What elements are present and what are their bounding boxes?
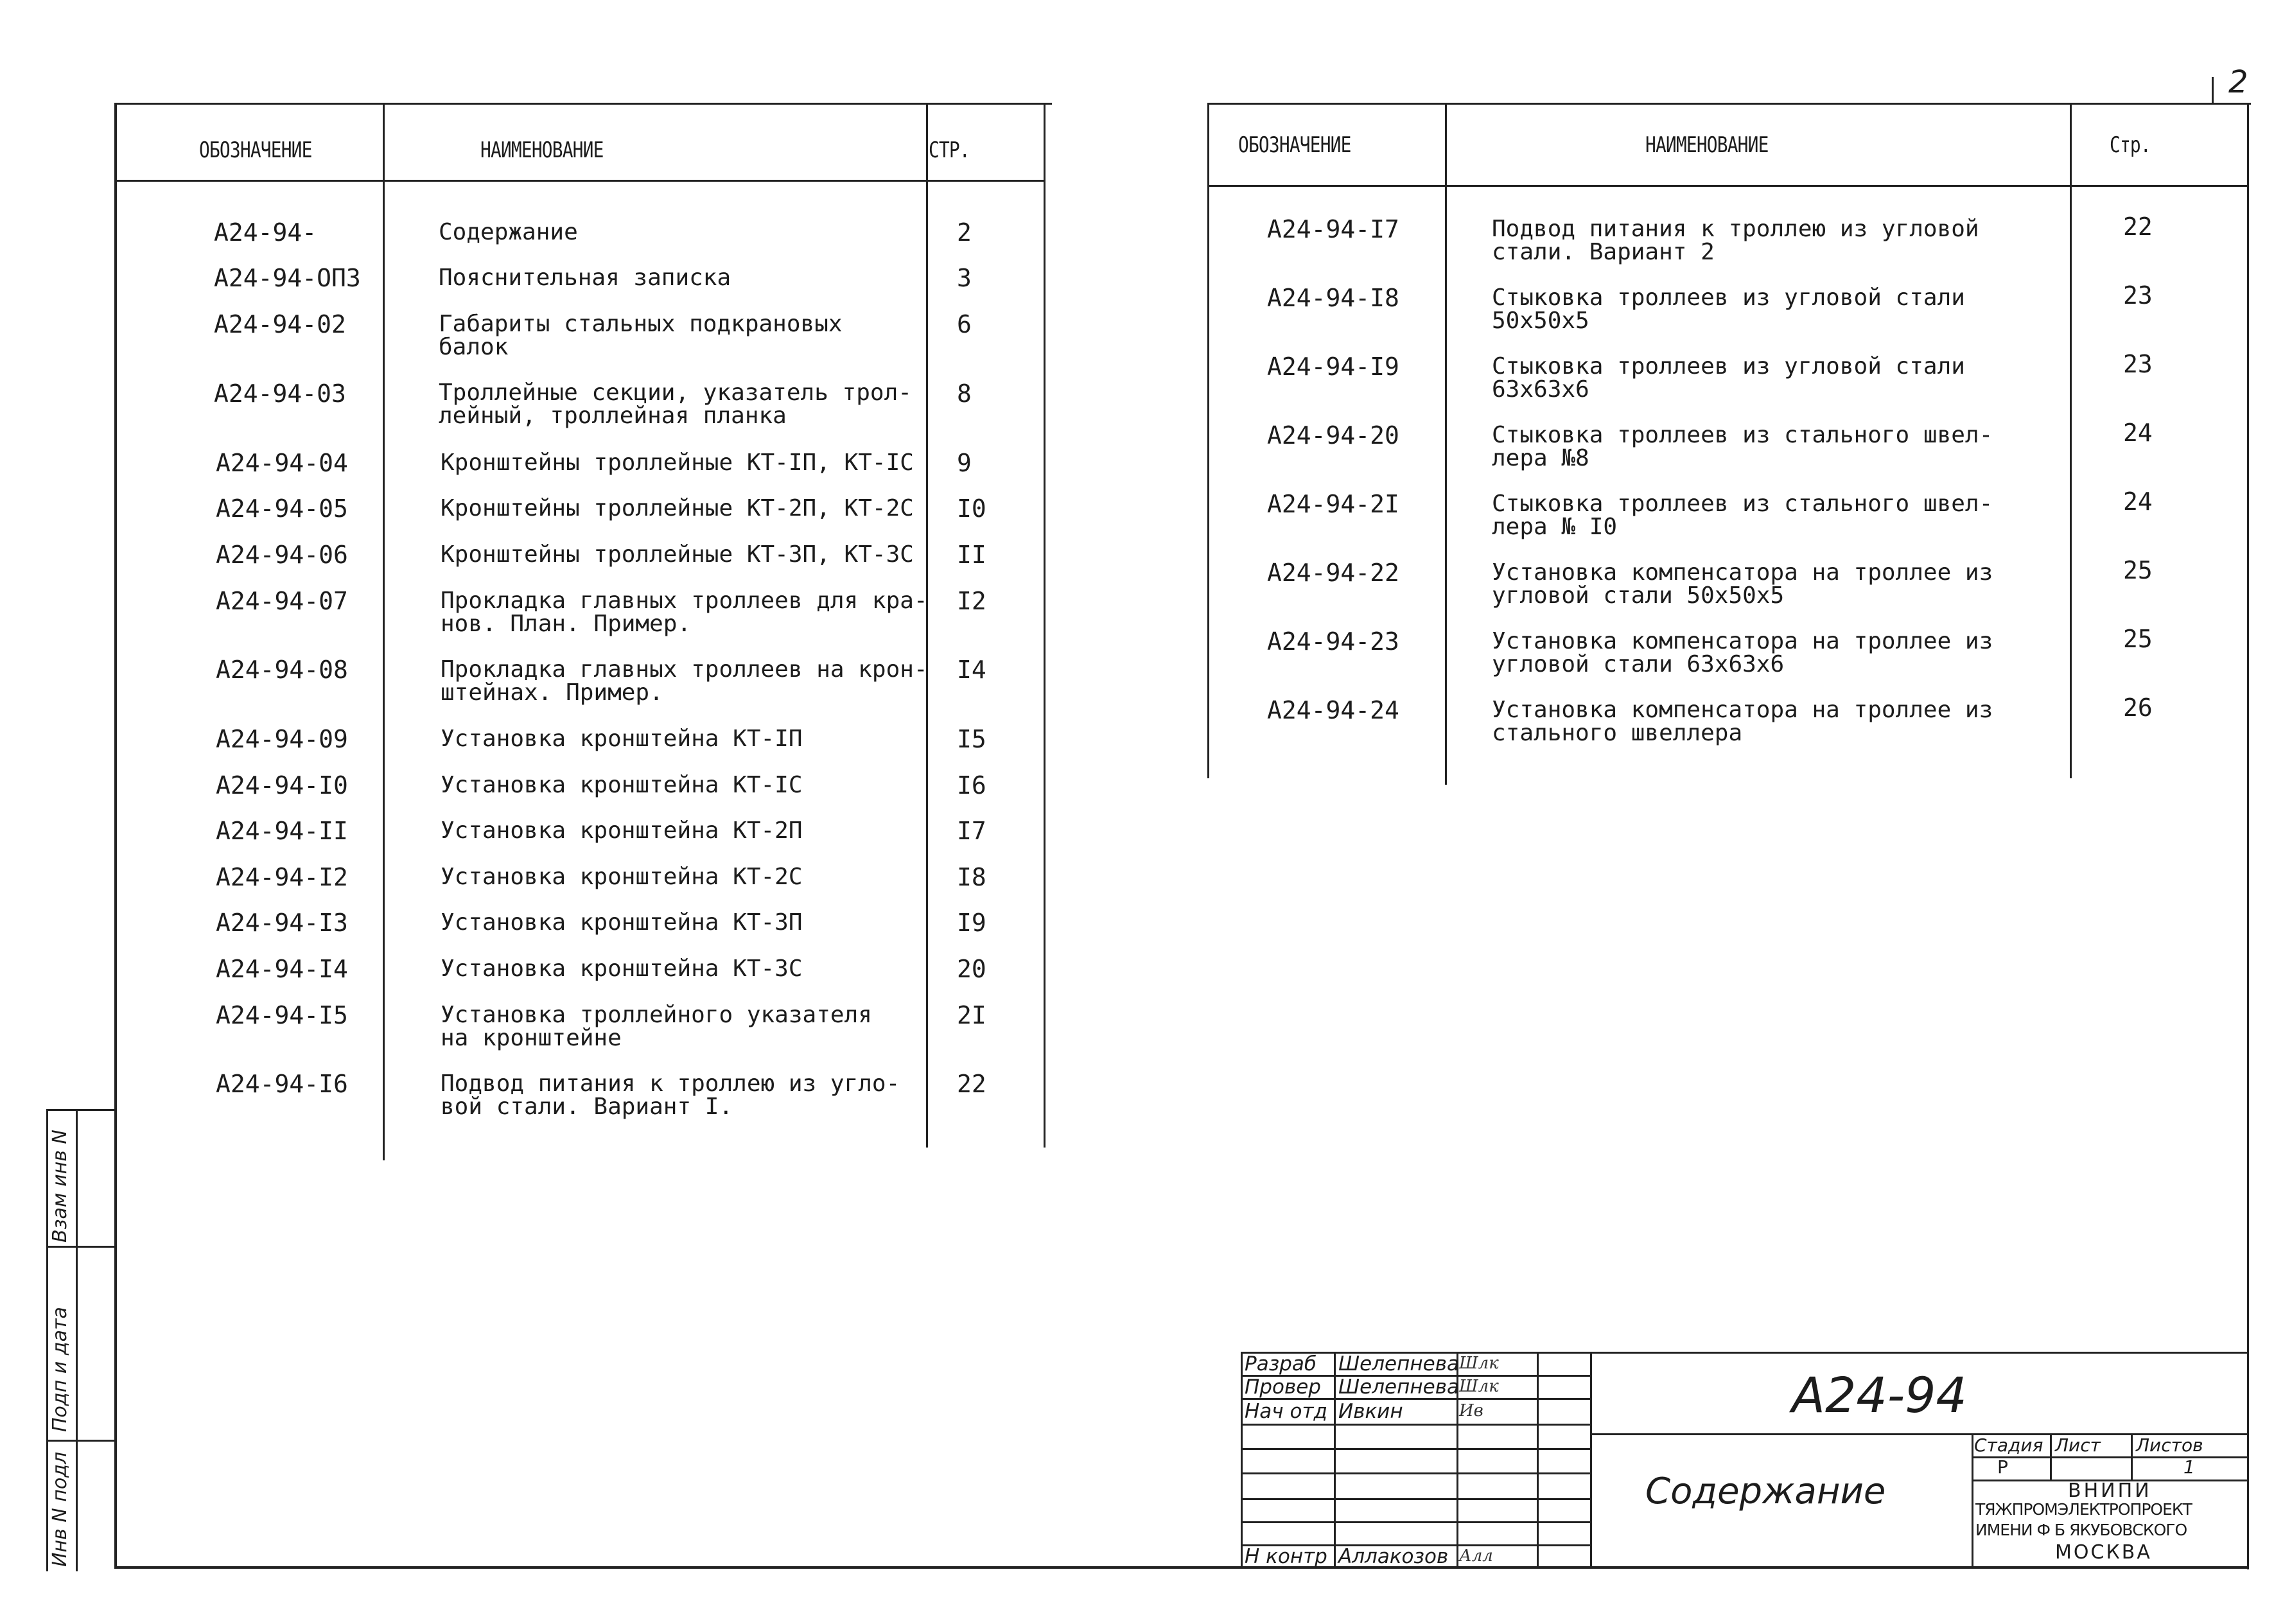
left-row-code: А24-94-08	[216, 656, 348, 684]
top-border-line-right	[1207, 103, 2251, 105]
left-row-page: I2	[957, 587, 986, 615]
tb-role-designer: Разраб	[1245, 1352, 1317, 1375]
right-row-page: 26	[2123, 694, 2153, 722]
left-row-page: 20	[957, 955, 986, 983]
right-row-page: 23	[2123, 350, 2153, 378]
left-row-page: 9	[957, 449, 972, 477]
right-row-page: 24	[2123, 419, 2153, 447]
tb-stage-label: Стадия	[1974, 1435, 2043, 1456]
left-row-code: А24-94-06	[216, 541, 348, 569]
right-row-name: Стыковка троллеев из стального швел- лера № I0	[1492, 491, 1993, 540]
right-row-name: Стыковка троллеев из стального швел- лера №8	[1492, 422, 1993, 471]
left-row-name: Установка кронштейна КТ-3С	[441, 956, 803, 982]
left-row-name: Кронштейны троллейные КТ-IП, КТ-IС	[441, 450, 914, 476]
right-row-code: А24-94-I8	[1267, 284, 1399, 312]
tb-person-head: Ивкин	[1338, 1400, 1403, 1423]
side-stamp-inner	[76, 1109, 78, 1571]
left-row-name: Троллейные секции, указатель трол- лейный, троллейная планка	[439, 380, 912, 429]
tb-col-date	[1590, 1352, 1592, 1569]
right-row-page: 25	[2123, 556, 2153, 584]
tb-col-sign	[1537, 1352, 1539, 1569]
tb-row-4	[1241, 1448, 1590, 1450]
right-row-page: 25	[2123, 625, 2153, 653]
tb-col-role	[1334, 1352, 1336, 1569]
right-row-code: А24-94-2I	[1267, 490, 1399, 518]
right-row-name: Установка компенсатора на троллее из угловой стали 50х50х5	[1492, 559, 1993, 609]
tb-row-7	[1241, 1521, 1590, 1523]
left-header-page: СТР.	[929, 137, 970, 163]
right-row-code: А24-94-20	[1267, 421, 1399, 450]
right-row-page: 22	[2123, 213, 2153, 241]
top-border-line	[114, 103, 1052, 105]
left-row-page: I4	[957, 656, 986, 684]
tb-org-line-1: ВНИПИ	[2068, 1480, 2152, 1502]
left-row-page: I6	[957, 771, 986, 799]
tb-role-checker: Провер	[1245, 1375, 1321, 1399]
tb-org-line-4: МОСКВА	[2055, 1541, 2152, 1564]
tb-sign-checker: Шлк	[1459, 1377, 1499, 1396]
right-row-name: Стыковка троллеев из угловой стали 63х63х6	[1492, 353, 1965, 403]
side-stamp-border	[46, 1109, 48, 1571]
left-row-code: А24-94-02	[214, 310, 346, 338]
side-stamp-inv: Инв N подл	[49, 1451, 71, 1567]
left-header-name: НАИМЕНОВАНИЕ	[480, 137, 604, 163]
tb-row-3	[1241, 1424, 1590, 1426]
left-row-code: А24-94-I4	[216, 955, 348, 983]
left-row-name: Содержание	[439, 219, 578, 245]
left-row-name: Прокладка главных троллеев на крон- штейнах. Пример.	[441, 656, 928, 706]
tb-doc-code: А24-94	[1792, 1366, 1967, 1424]
side-stamp-sign: Подп и дата	[49, 1307, 71, 1432]
left-row-code: А24-94-	[214, 218, 317, 247]
tb-col-stage	[1972, 1433, 1973, 1569]
left-row-name: Установка кронштейна КТ-IП	[441, 726, 803, 752]
left-row-name: Кронштейны троллейные КТ-3П, КТ-3С	[441, 541, 914, 568]
left-row-code: А24-94-I2	[216, 863, 348, 891]
left-row-page: I8	[957, 863, 986, 891]
left-row-name: Габариты стальных подкрановых балок	[439, 311, 843, 360]
right-row-code: А24-94-23	[1267, 627, 1399, 656]
side-stamp-div1	[46, 1246, 114, 1248]
right-header-line	[1207, 185, 2248, 187]
left-row-code: А24-94-I0	[216, 771, 348, 799]
left-row-page: 2	[957, 218, 972, 247]
right-col-line-2	[2070, 104, 2072, 778]
right-row-code: А24-94-I9	[1267, 353, 1399, 381]
left-row-page: I0	[957, 494, 986, 523]
left-row-code: А24-94-04	[216, 449, 348, 477]
left-row-page: 2I	[957, 1001, 986, 1029]
left-row-page: 8	[957, 380, 972, 408]
left-row-code: А24-94-ОПЗ	[214, 264, 361, 292]
tb-left-line	[1241, 1352, 1243, 1569]
tb-row-6	[1241, 1498, 1590, 1500]
right-col-line-1	[1445, 104, 1447, 785]
right-row-page: 23	[2123, 281, 2153, 310]
right-row-code: А24-94-I7	[1267, 215, 1399, 243]
left-row-code: А24-94-I3	[216, 909, 348, 937]
left-row-code: А24-94-03	[214, 380, 346, 408]
left-row-page: II	[957, 541, 986, 569]
sheet-mark: 2	[2228, 64, 2248, 100]
right-header-designation: ОБОЗНАЧЕНИЕ	[1238, 132, 1351, 158]
left-row-code: А24-94-05	[216, 494, 348, 523]
right-header-page: Стр.	[2110, 132, 2151, 158]
right-col-line-0	[1207, 104, 1209, 778]
left-row-code: А24-94-09	[216, 725, 348, 753]
left-col-line-1	[383, 104, 385, 1160]
left-row-name: Установка кронштейна КТ-2П	[441, 817, 803, 844]
right-row-name: Установка компенсатора на троллее из угловой стали 63х63х6	[1492, 628, 1993, 677]
right-row-code: А24-94-24	[1267, 696, 1399, 724]
left-row-name: Пояснительная записка	[439, 265, 731, 291]
sheet-mark-tick	[2212, 77, 2214, 103]
tb-doc-title: Содержание	[1645, 1471, 1886, 1512]
tb-person-designer: Шелепнева	[1338, 1352, 1459, 1375]
right-row-page: 24	[2123, 487, 2153, 516]
left-row-name: Установка кронштейна КТ-3П	[441, 909, 803, 936]
tb-sign-normcontrol: Алл	[1459, 1546, 1493, 1566]
left-row-page: 6	[957, 310, 972, 338]
left-row-page: I7	[957, 817, 986, 845]
right-border-line	[2247, 103, 2249, 1569]
right-row-name: Установка компенсатора на троллее из стального швеллера	[1492, 697, 1993, 746]
tb-role-head: Нач отд	[1245, 1400, 1327, 1423]
side-stamp-replace: Взам инв N	[49, 1130, 71, 1243]
right-row-code: А24-94-22	[1267, 559, 1399, 587]
left-row-name: Кронштейны троллейные КТ-2П, КТ-2С	[441, 495, 914, 521]
tb-sheets-label: Листов	[2136, 1435, 2203, 1456]
tb-person-normcontrol: Аллакозов	[1338, 1545, 1449, 1568]
left-row-name: Установка кронштейна КТ-2С	[441, 864, 803, 890]
tb-row-5	[1241, 1472, 1590, 1474]
left-header-designation: ОБОЗНАЧЕНИЕ	[199, 137, 312, 163]
left-row-code: А24-94-I5	[216, 1001, 348, 1029]
right-header-name: НАИМЕНОВАНИЕ	[1645, 132, 1769, 158]
tb-person-checker: Шелепнева	[1338, 1375, 1459, 1399]
right-row-name: Подвод питания к троллею из угловой стали. Вариант 2	[1492, 216, 1979, 265]
tb-role-normcontrol: Н контр	[1245, 1545, 1327, 1568]
left-row-page: 22	[957, 1070, 986, 1098]
left-row-name: Установка кронштейна КТ-IС	[441, 772, 803, 798]
tb-sheets-value: 1	[2183, 1456, 2195, 1478]
left-row-name: Прокладка главных троллеев для кра- нов. План. Пример.	[441, 588, 928, 637]
left-row-page: 3	[957, 264, 972, 292]
side-stamp-div2	[46, 1440, 114, 1442]
right-row-name: Стыковка троллеев из угловой стали 50х50х5	[1492, 284, 1965, 334]
left-row-code: А24-94-I6	[216, 1070, 348, 1098]
left-row-page: I5	[957, 725, 986, 753]
left-row-code: А24-94-II	[216, 817, 348, 845]
left-row-name: Подвод питания к троллею из угло- вой стали. Вариант I.	[441, 1070, 900, 1120]
left-header-line	[114, 180, 1045, 182]
tb-org-line-2: ТЯЖПРОМЭЛЕКТРОПРОЕКТ	[1975, 1500, 2192, 1519]
tb-stage-value: Р	[1997, 1456, 2008, 1478]
tb-stage-line-1	[1972, 1456, 2248, 1458]
left-row-page: I9	[957, 909, 986, 937]
tb-sign-designer: Шлк	[1459, 1354, 1499, 1373]
left-col-line-3	[1044, 104, 1045, 1148]
tb-org-line-3: ИМЕНИ Ф Б ЯКУБОВСКОГО	[1975, 1521, 2187, 1539]
tb-sheet-label: Лист	[2055, 1435, 2101, 1456]
side-stamp-div3	[46, 1109, 114, 1111]
tb-sign-head: Ив	[1459, 1401, 1483, 1420]
left-row-code: А24-94-07	[216, 587, 348, 615]
left-row-name: Установка троллейного указателя на кронштейне	[441, 1002, 872, 1051]
